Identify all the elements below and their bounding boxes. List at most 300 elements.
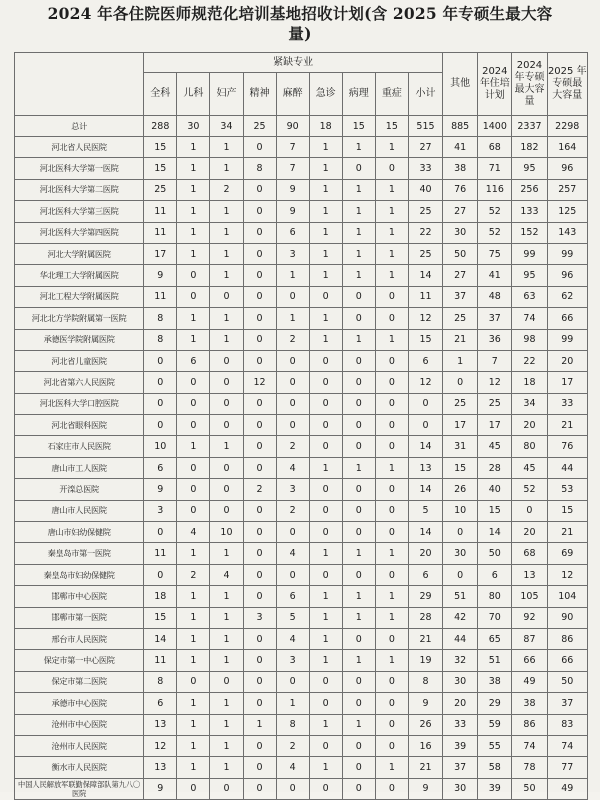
header-plan-2024: 2024 年住培计划 bbox=[478, 53, 512, 116]
value-cell: 49 bbox=[512, 671, 547, 692]
value-cell: 0 bbox=[276, 350, 309, 371]
table-row bbox=[15, 757, 588, 778]
value-cell: 1 bbox=[342, 543, 375, 564]
value-cell: 11 bbox=[144, 222, 177, 243]
value-cell: 20 bbox=[547, 350, 587, 371]
value-cell: 26 bbox=[443, 479, 478, 500]
value-cell: 0 bbox=[375, 372, 408, 393]
hospital-name-cell: 总计 bbox=[15, 116, 144, 137]
value-cell: 1 bbox=[342, 137, 375, 158]
value-cell: 1 bbox=[177, 714, 210, 735]
value-cell: 0 bbox=[342, 308, 375, 329]
value-cell: 8 bbox=[144, 329, 177, 350]
value-cell: 1 bbox=[177, 308, 210, 329]
value-cell: 0 bbox=[177, 372, 210, 393]
value-cell: 6 bbox=[177, 350, 210, 371]
value-cell: 1 bbox=[210, 714, 243, 735]
value-cell: 20 bbox=[512, 415, 547, 436]
table-row bbox=[15, 650, 588, 671]
value-cell: 0 bbox=[177, 457, 210, 478]
value-cell: 41 bbox=[443, 137, 478, 158]
value-cell: 4 bbox=[276, 757, 309, 778]
value-cell: 17 bbox=[144, 243, 177, 264]
value-cell: 1 bbox=[177, 735, 210, 756]
value-cell: 256 bbox=[512, 179, 547, 200]
hospital-name-cell: 河北医科大学口腔医院 bbox=[15, 393, 144, 414]
table-row bbox=[15, 457, 588, 478]
value-cell: 0 bbox=[243, 735, 276, 756]
value-cell: 96 bbox=[547, 158, 587, 179]
value-cell: 11 bbox=[408, 286, 442, 307]
hospital-name-cell: 河北省人民医院 bbox=[15, 137, 144, 158]
value-cell: 0 bbox=[443, 372, 478, 393]
value-cell: 9 bbox=[144, 479, 177, 500]
value-cell: 80 bbox=[478, 586, 512, 607]
value-cell: 0 bbox=[243, 436, 276, 457]
value-cell: 11 bbox=[144, 201, 177, 222]
value-cell: 12 bbox=[478, 372, 512, 393]
value-cell: 0 bbox=[276, 778, 309, 799]
value-cell: 4 bbox=[276, 628, 309, 649]
value-cell: 0 bbox=[243, 201, 276, 222]
header-sub: 重症 bbox=[375, 73, 408, 116]
value-cell: 0 bbox=[375, 500, 408, 521]
value-cell: 1 bbox=[309, 543, 342, 564]
table-row bbox=[15, 564, 588, 585]
value-cell: 1 bbox=[375, 179, 408, 200]
value-cell: 0 bbox=[342, 286, 375, 307]
value-cell: 15 bbox=[342, 116, 375, 137]
value-cell: 1 bbox=[309, 265, 342, 286]
value-cell: 0 bbox=[342, 436, 375, 457]
value-cell: 0 bbox=[243, 628, 276, 649]
value-cell: 0 bbox=[276, 372, 309, 393]
value-cell: 95 bbox=[512, 265, 547, 286]
hospital-name-cell: 承德市中心医院 bbox=[15, 693, 144, 714]
value-cell: 4 bbox=[276, 457, 309, 478]
value-cell: 0 bbox=[309, 778, 342, 799]
table-row bbox=[15, 286, 588, 307]
value-cell: 37 bbox=[443, 286, 478, 307]
value-cell: 69 bbox=[547, 543, 587, 564]
value-cell: 0 bbox=[177, 500, 210, 521]
value-cell: 7 bbox=[478, 350, 512, 371]
value-cell: 5 bbox=[276, 607, 309, 628]
value-cell: 52 bbox=[478, 222, 512, 243]
value-cell: 0 bbox=[309, 500, 342, 521]
value-cell: 0 bbox=[276, 671, 309, 692]
value-cell: 0 bbox=[342, 778, 375, 799]
value-cell: 1 bbox=[309, 628, 342, 649]
hospital-name-cell: 秦皇岛市第一医院 bbox=[15, 543, 144, 564]
value-cell: 105 bbox=[512, 586, 547, 607]
value-cell: 25 bbox=[478, 393, 512, 414]
value-cell: 1 bbox=[210, 308, 243, 329]
value-cell: 17 bbox=[443, 415, 478, 436]
value-cell: 59 bbox=[478, 714, 512, 735]
value-cell: 11 bbox=[144, 650, 177, 671]
value-cell: 30 bbox=[177, 116, 210, 137]
value-cell: 1 bbox=[309, 607, 342, 628]
value-cell: 0 bbox=[177, 671, 210, 692]
hospital-name-cell: 河北医科大学第二医院 bbox=[15, 179, 144, 200]
header-max-2025: 2025 年专硕最大容量 bbox=[547, 53, 587, 116]
value-cell: 55 bbox=[478, 735, 512, 756]
value-cell: 1 bbox=[375, 329, 408, 350]
value-cell: 66 bbox=[512, 650, 547, 671]
value-cell: 1 bbox=[309, 137, 342, 158]
value-cell: 1 bbox=[177, 329, 210, 350]
value-cell: 0 bbox=[243, 415, 276, 436]
value-cell: 0 bbox=[210, 479, 243, 500]
value-cell: 1 bbox=[309, 457, 342, 478]
value-cell: 1 bbox=[177, 693, 210, 714]
value-cell: 17 bbox=[547, 372, 587, 393]
value-cell: 0 bbox=[375, 735, 408, 756]
value-cell: 1 bbox=[210, 628, 243, 649]
header-sub: 小计 bbox=[408, 73, 442, 116]
value-cell: 4 bbox=[210, 564, 243, 585]
value-cell: 8 bbox=[144, 308, 177, 329]
total-row bbox=[15, 116, 588, 137]
value-cell: 0 bbox=[309, 564, 342, 585]
value-cell: 2298 bbox=[547, 116, 587, 137]
value-cell: 10 bbox=[144, 436, 177, 457]
value-cell: 0 bbox=[309, 479, 342, 500]
value-cell: 21 bbox=[408, 757, 442, 778]
value-cell: 1 bbox=[342, 714, 375, 735]
value-cell: 7 bbox=[276, 158, 309, 179]
value-cell: 0 bbox=[243, 757, 276, 778]
value-cell: 99 bbox=[512, 243, 547, 264]
value-cell: 0 bbox=[144, 564, 177, 585]
value-cell: 1 bbox=[276, 693, 309, 714]
value-cell: 0 bbox=[443, 564, 478, 585]
value-cell: 51 bbox=[443, 586, 478, 607]
value-cell: 0 bbox=[408, 393, 442, 414]
value-cell: 1 bbox=[210, 329, 243, 350]
hospital-name-cell: 开滦总医院 bbox=[15, 479, 144, 500]
value-cell: 1 bbox=[177, 201, 210, 222]
value-cell: 11 bbox=[144, 286, 177, 307]
value-cell: 1 bbox=[375, 607, 408, 628]
value-cell: 15 bbox=[547, 500, 587, 521]
value-cell: 2 bbox=[276, 500, 309, 521]
value-cell: 0 bbox=[210, 671, 243, 692]
value-cell: 1 bbox=[210, 757, 243, 778]
hospital-name-cell: 华北理工大学附属医院 bbox=[15, 265, 144, 286]
value-cell: 90 bbox=[276, 116, 309, 137]
value-cell: 0 bbox=[375, 564, 408, 585]
value-cell: 0 bbox=[375, 714, 408, 735]
value-cell: 0 bbox=[243, 543, 276, 564]
value-cell: 1 bbox=[342, 607, 375, 628]
value-cell: 1 bbox=[375, 650, 408, 671]
value-cell: 1 bbox=[243, 714, 276, 735]
value-cell: 1 bbox=[342, 265, 375, 286]
value-cell: 49 bbox=[547, 778, 587, 799]
value-cell: 0 bbox=[342, 564, 375, 585]
value-cell: 14 bbox=[408, 265, 442, 286]
value-cell: 6 bbox=[478, 564, 512, 585]
value-cell: 6 bbox=[144, 457, 177, 478]
document-title bbox=[0, 4, 600, 44]
table-row bbox=[15, 479, 588, 500]
value-cell: 14 bbox=[408, 436, 442, 457]
value-cell: 1 bbox=[177, 650, 210, 671]
value-cell: 38 bbox=[478, 671, 512, 692]
value-cell: 1 bbox=[177, 586, 210, 607]
value-cell: 1 bbox=[210, 243, 243, 264]
value-cell: 21 bbox=[443, 329, 478, 350]
value-cell: 15 bbox=[144, 158, 177, 179]
header-sub: 精神 bbox=[243, 73, 276, 116]
value-cell: 30 bbox=[443, 778, 478, 799]
value-cell: 25 bbox=[144, 179, 177, 200]
value-cell: 12 bbox=[144, 735, 177, 756]
value-cell: 70 bbox=[478, 607, 512, 628]
hospital-name-cell: 保定市第一中心医院 bbox=[15, 650, 144, 671]
value-cell: 0 bbox=[144, 350, 177, 371]
table-row bbox=[15, 522, 588, 543]
value-cell: 2 bbox=[210, 179, 243, 200]
value-cell: 0 bbox=[177, 265, 210, 286]
value-cell: 63 bbox=[512, 286, 547, 307]
value-cell: 0 bbox=[210, 500, 243, 521]
value-cell: 116 bbox=[478, 179, 512, 200]
hospital-name-cell: 保定市第二医院 bbox=[15, 671, 144, 692]
value-cell: 0 bbox=[309, 693, 342, 714]
value-cell: 0 bbox=[375, 671, 408, 692]
value-cell: 26 bbox=[408, 714, 442, 735]
value-cell: 0 bbox=[342, 500, 375, 521]
value-cell: 0 bbox=[210, 415, 243, 436]
value-cell: 0 bbox=[342, 757, 375, 778]
value-cell: 0 bbox=[342, 415, 375, 436]
value-cell: 1 bbox=[210, 436, 243, 457]
value-cell: 2 bbox=[177, 564, 210, 585]
value-cell: 52 bbox=[512, 479, 547, 500]
value-cell: 38 bbox=[443, 158, 478, 179]
value-cell: 1 bbox=[375, 543, 408, 564]
value-cell: 0 bbox=[243, 179, 276, 200]
value-cell: 37 bbox=[478, 308, 512, 329]
value-cell: 0 bbox=[177, 479, 210, 500]
value-cell: 0 bbox=[375, 436, 408, 457]
value-cell: 11 bbox=[144, 543, 177, 564]
value-cell: 0 bbox=[309, 286, 342, 307]
value-cell: 10 bbox=[210, 522, 243, 543]
value-cell: 18 bbox=[309, 116, 342, 137]
value-cell: 3 bbox=[144, 500, 177, 521]
value-cell: 15 bbox=[375, 116, 408, 137]
value-cell: 1 bbox=[309, 179, 342, 200]
value-cell: 92 bbox=[512, 607, 547, 628]
hospital-name-cell: 河北省第六人民医院 bbox=[15, 372, 144, 393]
table-row bbox=[15, 393, 588, 414]
value-cell: 30 bbox=[443, 222, 478, 243]
value-cell: 1 bbox=[375, 201, 408, 222]
value-cell: 1 bbox=[309, 308, 342, 329]
value-cell: 0 bbox=[144, 522, 177, 543]
value-cell: 1 bbox=[309, 222, 342, 243]
value-cell: 0 bbox=[210, 286, 243, 307]
value-cell: 104 bbox=[547, 586, 587, 607]
value-cell: 0 bbox=[243, 778, 276, 799]
value-cell: 0 bbox=[342, 693, 375, 714]
value-cell: 1 bbox=[210, 222, 243, 243]
hospital-name-cell: 邯郸市第一医院 bbox=[15, 607, 144, 628]
table-row bbox=[15, 500, 588, 521]
value-cell: 0 bbox=[243, 500, 276, 521]
value-cell: 15 bbox=[478, 500, 512, 521]
value-cell: 0 bbox=[276, 415, 309, 436]
hospital-name-cell: 唐山市工人医院 bbox=[15, 457, 144, 478]
value-cell: 3 bbox=[276, 243, 309, 264]
value-cell: 6 bbox=[408, 350, 442, 371]
value-cell: 18 bbox=[144, 586, 177, 607]
value-cell: 0 bbox=[342, 350, 375, 371]
value-cell: 0 bbox=[375, 393, 408, 414]
value-cell: 1 bbox=[309, 714, 342, 735]
value-cell: 34 bbox=[512, 393, 547, 414]
value-cell: 68 bbox=[512, 543, 547, 564]
value-cell: 1 bbox=[177, 222, 210, 243]
value-cell: 8 bbox=[276, 714, 309, 735]
value-cell: 77 bbox=[547, 757, 587, 778]
table-row bbox=[15, 671, 588, 692]
value-cell: 164 bbox=[547, 137, 587, 158]
value-cell: 0 bbox=[243, 650, 276, 671]
value-cell: 1 bbox=[309, 650, 342, 671]
value-cell: 27 bbox=[443, 265, 478, 286]
value-cell: 1 bbox=[177, 158, 210, 179]
value-cell: 1 bbox=[309, 586, 342, 607]
value-cell: 40 bbox=[478, 479, 512, 500]
value-cell: 3 bbox=[276, 479, 309, 500]
value-cell: 14 bbox=[408, 479, 442, 500]
value-cell: 0 bbox=[177, 286, 210, 307]
value-cell: 0 bbox=[243, 350, 276, 371]
value-cell: 9 bbox=[408, 693, 442, 714]
value-cell: 0 bbox=[375, 628, 408, 649]
hospital-name-cell: 沧州市人民医院 bbox=[15, 735, 144, 756]
value-cell: 51 bbox=[478, 650, 512, 671]
value-cell: 4 bbox=[177, 522, 210, 543]
value-cell: 1 bbox=[276, 265, 309, 286]
hospital-name-cell: 河北省眼科医院 bbox=[15, 415, 144, 436]
header-max-2024: 2024 年专硕最大容量 bbox=[512, 53, 547, 116]
value-cell: 0 bbox=[276, 286, 309, 307]
value-cell: 1 bbox=[177, 436, 210, 457]
value-cell: 9 bbox=[408, 778, 442, 799]
table-row bbox=[15, 693, 588, 714]
value-cell: 95 bbox=[512, 158, 547, 179]
value-cell: 62 bbox=[547, 286, 587, 307]
value-cell: 2 bbox=[276, 329, 309, 350]
value-cell: 0 bbox=[342, 628, 375, 649]
table-row bbox=[15, 415, 588, 436]
hospital-name-cell: 衡水市人民医院 bbox=[15, 757, 144, 778]
value-cell: 90 bbox=[547, 607, 587, 628]
value-cell: 885 bbox=[443, 116, 478, 137]
value-cell: 0 bbox=[144, 372, 177, 393]
header-sub: 急诊 bbox=[309, 73, 342, 116]
value-cell: 0 bbox=[309, 735, 342, 756]
value-cell: 2 bbox=[276, 436, 309, 457]
value-cell: 0 bbox=[342, 393, 375, 414]
recruitment-plan-table bbox=[14, 52, 588, 800]
value-cell: 0 bbox=[375, 350, 408, 371]
table-row bbox=[15, 308, 588, 329]
value-cell: 0 bbox=[512, 500, 547, 521]
value-cell: 1 bbox=[375, 243, 408, 264]
hospital-name-cell: 河北医科大学第一医院 bbox=[15, 158, 144, 179]
value-cell: 74 bbox=[547, 735, 587, 756]
table-row bbox=[15, 436, 588, 457]
value-cell: 6 bbox=[144, 693, 177, 714]
value-cell: 8 bbox=[243, 158, 276, 179]
value-cell: 1 bbox=[210, 735, 243, 756]
value-cell: 0 bbox=[243, 137, 276, 158]
value-cell: 6 bbox=[276, 222, 309, 243]
table-body bbox=[15, 116, 588, 800]
header-shortage-group: 紧缺专业 bbox=[144, 53, 443, 73]
header-sub: 儿科 bbox=[177, 73, 210, 116]
value-cell: 68 bbox=[478, 137, 512, 158]
value-cell: 0 bbox=[375, 308, 408, 329]
value-cell: 0 bbox=[243, 308, 276, 329]
value-cell: 3 bbox=[276, 650, 309, 671]
value-cell: 0 bbox=[243, 286, 276, 307]
value-cell: 0 bbox=[309, 415, 342, 436]
value-cell: 2 bbox=[276, 735, 309, 756]
value-cell: 1 bbox=[210, 693, 243, 714]
value-cell: 12 bbox=[547, 564, 587, 585]
value-cell: 50 bbox=[478, 543, 512, 564]
table-row bbox=[15, 137, 588, 158]
value-cell: 1 bbox=[342, 329, 375, 350]
value-cell: 38 bbox=[512, 693, 547, 714]
value-cell: 53 bbox=[547, 479, 587, 500]
table-row bbox=[15, 158, 588, 179]
value-cell: 0 bbox=[342, 522, 375, 543]
value-cell: 42 bbox=[443, 607, 478, 628]
value-cell: 1 bbox=[309, 158, 342, 179]
value-cell: 0 bbox=[309, 522, 342, 543]
hospital-name-cell: 河北工程大学附属医院 bbox=[15, 286, 144, 307]
value-cell: 0 bbox=[243, 457, 276, 478]
value-cell: 1 bbox=[375, 137, 408, 158]
value-cell: 20 bbox=[408, 543, 442, 564]
hospital-name-cell: 河北医科大学第三医院 bbox=[15, 201, 144, 222]
value-cell: 0 bbox=[144, 393, 177, 414]
value-cell: 1 bbox=[210, 137, 243, 158]
value-cell: 96 bbox=[547, 265, 587, 286]
hospital-name-cell: 河北大学附属医院 bbox=[15, 243, 144, 264]
value-cell: 0 bbox=[375, 415, 408, 436]
table-row bbox=[15, 265, 588, 286]
value-cell: 8 bbox=[144, 671, 177, 692]
value-cell: 152 bbox=[512, 222, 547, 243]
value-cell: 20 bbox=[512, 522, 547, 543]
value-cell: 0 bbox=[243, 393, 276, 414]
table-row bbox=[15, 243, 588, 264]
value-cell: 3 bbox=[243, 607, 276, 628]
value-cell: 25 bbox=[408, 201, 442, 222]
value-cell: 45 bbox=[512, 457, 547, 478]
value-cell: 12 bbox=[408, 372, 442, 393]
